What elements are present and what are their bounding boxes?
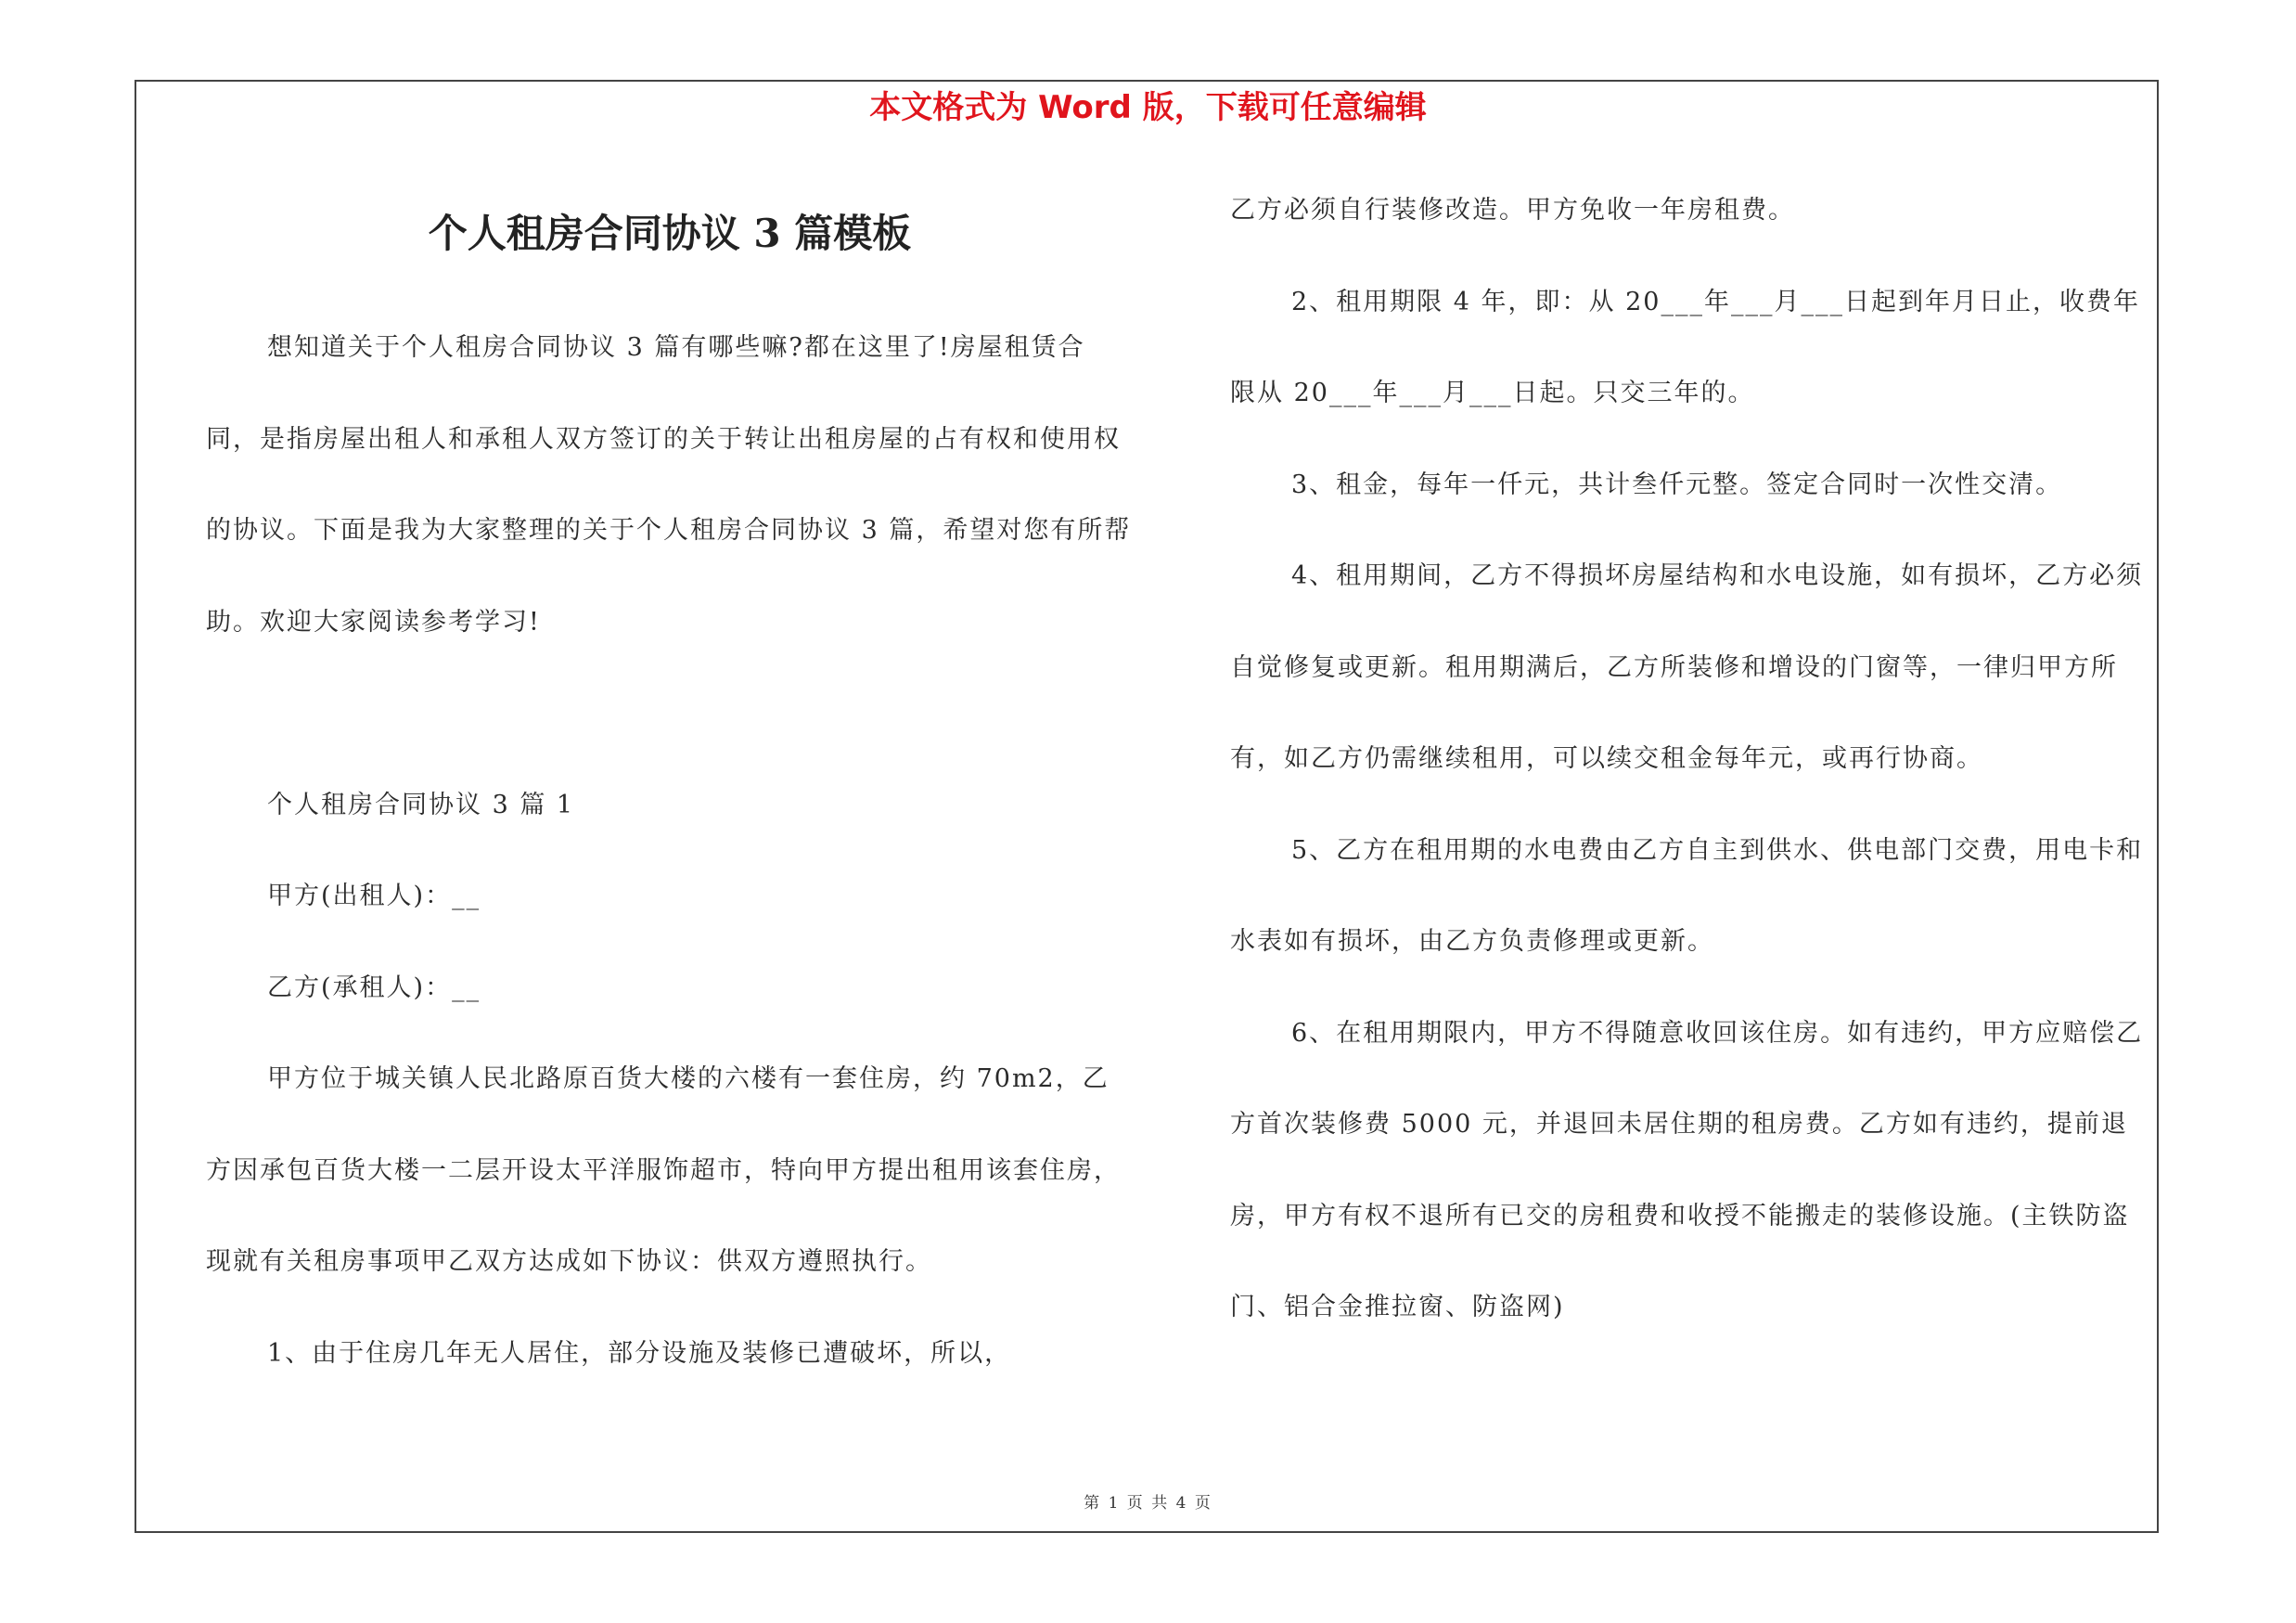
- intro-paragraph: 想知道关于个人租房合同协议 3 篇有哪些嘛?都在这里了!房屋租赁合同，是指房屋出租人和承租人双方签订的关于转让出租房屋的占有权和使用权的协议。下面是我为大家整理的关于个人租房合同协议 3 篇，希望对您有所帮助。欢迎大家阅读参考学习!: [206, 333, 1132, 637]
- right-column: [1230, 165, 2163, 1354]
- premises-paragraph: 甲方位于城关镇人民北路原百货大楼的六楼有一套住房，约 70m2，乙方因承包百货大楼一二层开设太平洋服饰超市，特向甲方提出租用该套住房，现就有关租房事项甲乙双方达成如下协议：供双方遵照执行。: [206, 1064, 1121, 1276]
- document-title: 个人租房合同协议 3 篇模板: [428, 211, 912, 256]
- editable-notice-banner: 本文格式为 Word 版，下载可任意编辑: [869, 89, 1427, 126]
- party-a-line: 甲方(出租人)：__: [267, 882, 481, 910]
- page-number-footer: 第 1 页 共 4 页: [1084, 1494, 1212, 1513]
- clause-6: 6、在租用期限内，甲方不得随意收回该住房。如有违约，甲方应赔偿乙方首次装修费 5000 元，并退回未居住期的租房费。乙方如有违约，提前退房，甲方有权不退所有已交的房租费和收授不能搬走的装修设施。(主铁防盗门、铝合金推拉窗、防盗网): [1230, 1018, 2144, 1321]
- clause-4: 4、租用期间，乙方不得损坏房屋结构和水电设施，如有损坏，乙方必须自觉修复或更新。租用期满后，乙方所装修和增设的门窗等，一律归甲方所有，如乙方仍需继续租用，可以续交租金每年元，或再行协商。: [1230, 561, 2144, 773]
- clause-1-end: 乙方必须自行装修改造。甲方免收一年房租费。: [1230, 196, 1795, 225]
- clause-3: 3、租金，每年一仟元，共计叁仟元整。签定合同时一次性交清。: [1291, 470, 2063, 499]
- left-column: [206, 303, 1134, 1399]
- paragraph-gap: [206, 668, 1134, 760]
- clause-1-start: 1、由于住房几年无人居住，部分设施及装修已遭破坏，所以，: [267, 1338, 1012, 1368]
- section-heading: 个人租房合同协议 3 篇 1: [267, 790, 575, 819]
- party-b-line: 乙方(承租人)：__: [267, 973, 481, 1002]
- clause-2: 2、租用期限 4 年，即：从 20___年___月___日起到年月日止，收费年限从 20___年___月___日起。只交三年的。: [1230, 287, 2140, 407]
- clause-5: 5、乙方在租用期的水电费由乙方自主到供水、供电部门交费，用电卡和水表如有损坏，由乙方负责修理或更新。: [1230, 835, 2144, 956]
